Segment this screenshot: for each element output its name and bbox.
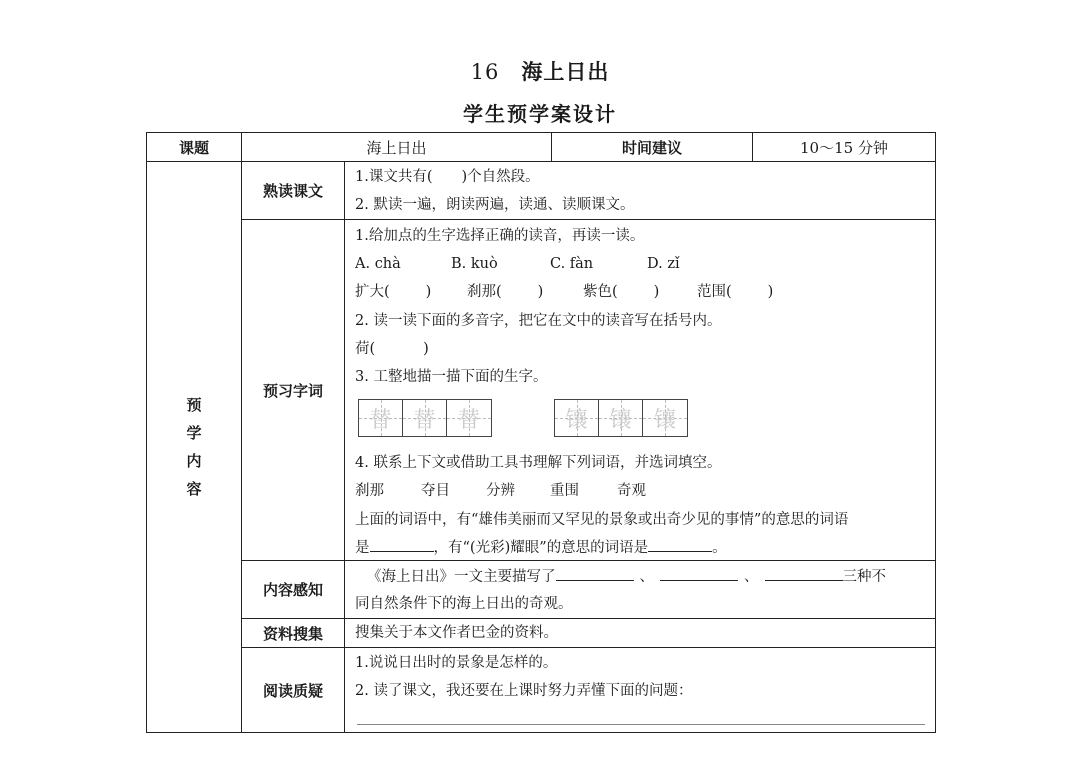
side-char: 内 — [186, 452, 202, 470]
worksheet-subtitle: 学生预学案设计 — [463, 102, 617, 126]
time-label: 时间建议 — [551, 132, 753, 162]
side-char: 预 — [186, 396, 202, 414]
topic-value: 海上日出 — [241, 132, 552, 162]
time-value: 10～15 分钟 — [752, 132, 936, 162]
vocab-label: 预习字词 — [241, 219, 345, 561]
pinyin-option: A. chà — [355, 256, 401, 272]
word-bracket: 紫色( ) — [583, 284, 660, 300]
vocab-q3: 3. 工整地描一描下面的生字。 — [355, 369, 548, 385]
polyphone-bracket: 荷( ) — [355, 341, 429, 357]
preview-content-label — [146, 161, 242, 733]
question-line-2: 2. 读了课文，我还要在上课时努力弄懂下面的问题： — [355, 683, 693, 699]
trace-box[interactable]: 镶 — [555, 400, 599, 436]
side-char: 学 — [186, 424, 202, 442]
vocab-q2: 2. 读一读下面的多音字，把它在文中的读音写在括号内。 — [355, 313, 722, 329]
question-label: 阅读质疑 — [241, 647, 345, 733]
pinyin-option: B. kuò — [451, 256, 498, 272]
fill-blank[interactable] — [556, 566, 634, 581]
vocab-content — [344, 219, 936, 561]
read-label: 熟读课文 — [241, 161, 345, 220]
fill-sentence-1: 上面的词语中，有“雄伟美丽而又罕见的景象或出奇少见的事情”的意思的词语 — [355, 512, 849, 528]
fill-blank[interactable] — [660, 566, 738, 581]
trace-grid-ti[interactable] — [358, 399, 492, 437]
pinyin-option: D. zǐ — [647, 256, 680, 272]
fill-blank[interactable] — [370, 537, 434, 552]
trace-box[interactable]: 镶 — [599, 400, 643, 436]
content-line-2: 同自然条件下的海上日出的奇观。 — [355, 596, 573, 612]
answer-line[interactable] — [357, 724, 925, 725]
content-perception — [344, 560, 936, 619]
content-line-1: 《海上日出》一文主要描写了 、 、 三种不 — [367, 566, 886, 587]
vocab-word: 夺目 — [421, 483, 450, 499]
read-content — [344, 161, 936, 220]
material-content — [344, 618, 936, 648]
word-bracket: 范围( ) — [697, 284, 774, 300]
question-line-1: 1.说说日出时的景象是怎样的。 — [355, 655, 558, 671]
lesson-title — [0, 56, 1080, 86]
read-line-2: 2. 默读一遍，朗读两遍，读通、读顺课文。 — [355, 197, 635, 213]
vocab-word: 重围 — [550, 483, 579, 499]
word-bracket: 扩大( ) — [355, 284, 432, 300]
pinyin-option: C. fàn — [550, 256, 594, 272]
read-line-1: 1.课文共有( )个自然段。 — [355, 169, 540, 185]
material-label: 资料搜集 — [241, 618, 345, 648]
vocab-q4: 4. 联系上下文或借助工具书理解下列词语，并选词填空。 — [355, 455, 722, 471]
word-bracket: 刹那( ) — [467, 284, 544, 300]
trace-box[interactable]: 替 — [403, 400, 447, 436]
lesson-number: 16 — [470, 60, 500, 84]
topic-label: 课题 — [146, 132, 242, 162]
fill-sentence-2: 是 ，有“(光彩)耀眼”的意思的词语是 。 — [355, 537, 727, 558]
fill-blank[interactable] — [765, 566, 843, 581]
trace-grid-xiang[interactable] — [554, 399, 688, 437]
fill-blank[interactable] — [648, 537, 712, 552]
vocab-word: 奇观 — [617, 483, 646, 499]
question-content — [344, 647, 936, 733]
vocab-word: 分辨 — [486, 483, 515, 499]
side-char: 容 — [186, 480, 202, 498]
lesson-name: 海上日出 — [521, 60, 610, 84]
trace-box[interactable]: 替 — [359, 400, 403, 436]
vocab-word: 刹那 — [355, 483, 384, 499]
trace-box[interactable]: 镶 — [643, 400, 687, 436]
trace-box[interactable]: 替 — [447, 400, 491, 436]
vocab-q1: 1.给加点的生字选择正确的读音，再读一读。 — [355, 228, 645, 244]
material-text: 搜集关于本文作者巴金的资料。 — [355, 625, 558, 641]
content-label: 内容感知 — [241, 560, 345, 619]
